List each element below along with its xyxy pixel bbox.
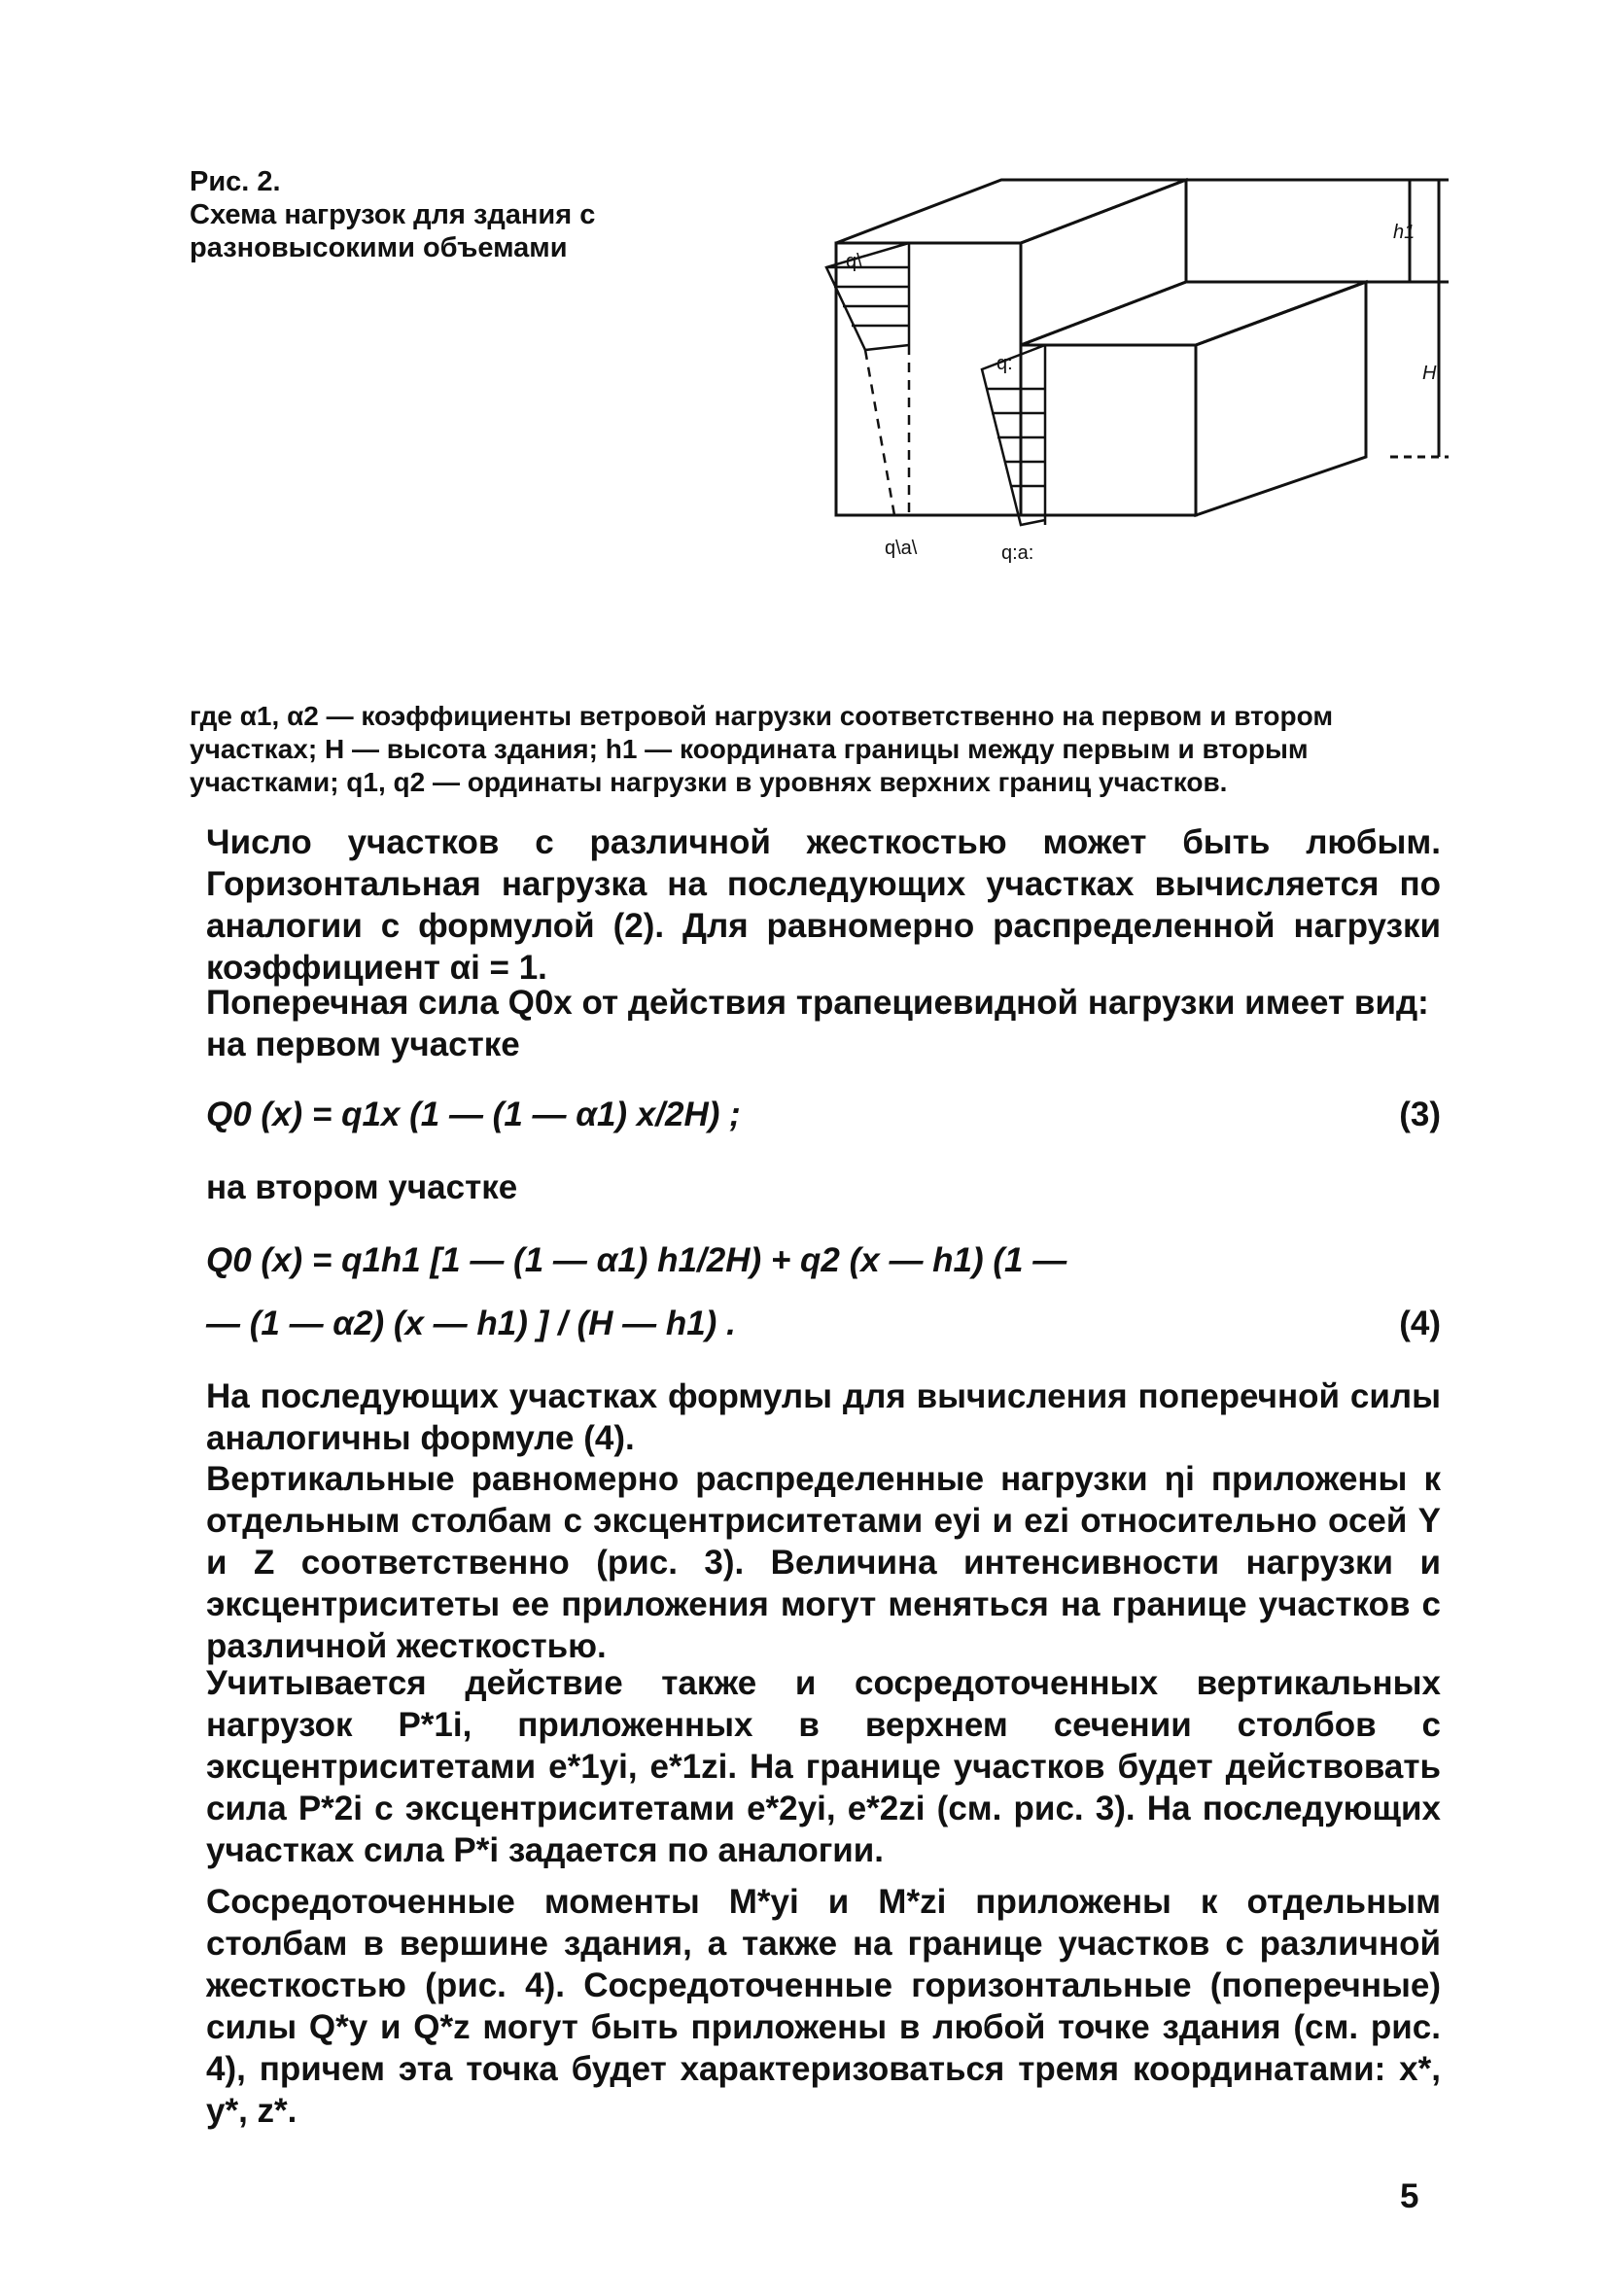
paragraph-5: Вертикальные равномерно распределенные нагрузки ηi приложены к отдельным столбам с эксцентриситетами eyi и ezi относительно осей Y и Z соответственно (рис. 3). Величина интенсивности нагрузки и эксцентриситеты ее приложения могут меняться на границе участков с различной жесткостью.	[206, 1460, 1441, 1665]
low-block-side	[1196, 282, 1366, 515]
caption-number: Рис. 2.	[190, 166, 281, 197]
building-load-diagram	[807, 175, 1468, 583]
label-q1: q\	[846, 251, 862, 272]
formula-4a	[206, 1239, 1441, 1281]
figure-caption	[190, 165, 773, 264]
page-number: 5	[1400, 2177, 1419, 2215]
tall-block-front	[836, 243, 1021, 515]
figure-legend: где α1, α2 — коэффициенты ветровой нагрузки соответственно на первом и втором участках; H — высота здания; h1 — координата границы между первым и вторым участками; q1, q2 — ординаты нагрузки в уровнях верхних границ участков.	[190, 701, 1334, 797]
tall-block-side	[1021, 180, 1186, 345]
paragraph-7: Сосредоточенные моменты M*yi и M*zi приложены к отдельным столбам в вершине здания, а также на границе участков с различной жесткостью (рис. 4). Сосредоточенные горизонтальные (поперечные) силы Q*y и Q*z могут быть приложены в любой точке здания (см. рис. 4), причем эта точка будет характеризоваться тремя координатами: x*, y*, z*.	[206, 1883, 1441, 2130]
paragraph-1: Число участков с различной жесткостью может быть любым. Горизонтальная нагрузка на последующих участках вычисляется по аналогии с формулой (2). Для равномерно распределенной нагрузки коэффициент αi = 1.	[206, 823, 1441, 987]
label-h1: h1	[1393, 222, 1416, 243]
load-diagram-lower	[982, 345, 1045, 525]
load-diagram-upper	[826, 243, 909, 515]
paragraph-4: На последующих участках формулы для вычисления поперечной силы аналогичны формуле (4).	[206, 1377, 1441, 1457]
formula-3-body: Q0 (x) = q1x (1 — (1 — α1) x/2H) ;	[206, 1096, 741, 1133]
label-q1a1: q\a\	[885, 538, 918, 559]
label-H: H	[1422, 363, 1437, 384]
formula-3-number: (3)	[1399, 1096, 1441, 1133]
formula-4b-body: — (1 — α2) (x — h1) ] / (H — h1) .	[206, 1305, 736, 1342]
low-block-top	[1021, 282, 1366, 345]
formula-4a-body: Q0 (x) = q1h1 [1 — (1 — α1) h1/2H) + q2 (x — h1) (1 —	[206, 1241, 1067, 1279]
label-q2: q:	[996, 353, 1013, 374]
formula-4-number: (4)	[1399, 1305, 1441, 1342]
paragraph-6: Учитывается действие также и сосредоточенных вертикальных нагрузок P*1i, приложенных в верхнем сечении столбов с эксцентриситетами e*1yi, e*1zi. На границе участков будет действовать сила P*2i с эксцентриситетами e*2yi, e*2zi (см. рис. 3). На последующих участках сила P*i задается по аналогии.	[206, 1664, 1441, 1869]
paragraph-2b: на первом участке	[206, 1026, 520, 1063]
paragraph-2: Поперечная сила Q0x от действия трапециевидной нагрузки имеет вид:	[206, 984, 1429, 1022]
tall-block-top	[836, 180, 1186, 243]
formula-4b	[206, 1303, 1441, 1344]
caption-text: Схема нагрузок для здания с разновысокими объемами	[190, 199, 596, 263]
low-block-front	[1021, 345, 1196, 515]
paragraph-3: на втором участке	[206, 1168, 518, 1206]
label-q2a2: q:a:	[1001, 542, 1034, 564]
formula-3	[206, 1094, 1441, 1135]
